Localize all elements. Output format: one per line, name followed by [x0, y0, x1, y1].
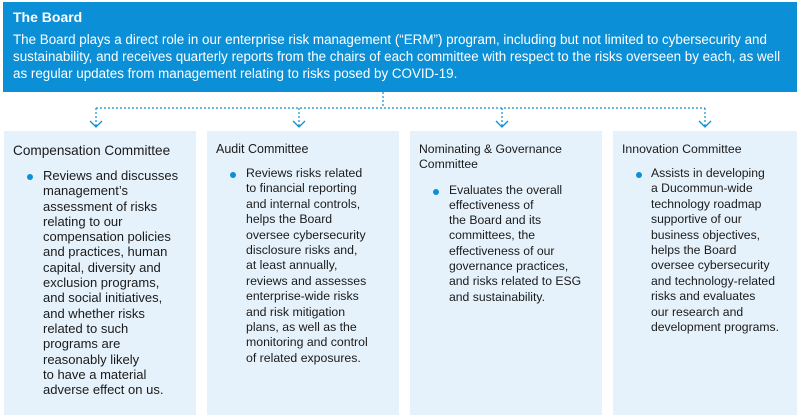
arrow-audit — [293, 121, 305, 127]
board-box — [3, 2, 797, 92]
arrow-nominating — [496, 121, 508, 127]
arrow-innovation — [699, 121, 711, 127]
committee-title: Nominating & Governance Committee — [419, 142, 562, 172]
committee-bullet — [419, 183, 592, 305]
bullet-dot-icon — [636, 172, 642, 178]
board-title: The Board — [13, 9, 83, 25]
arrow-compensation — [90, 121, 102, 127]
committee-bullet — [216, 166, 389, 366]
nominating-governance-committee-card — [410, 131, 602, 415]
innovation-committee-card — [613, 131, 797, 415]
compensation-committee-card — [4, 131, 196, 415]
audit-committee-card — [207, 131, 399, 415]
committee-title: Innovation Committee — [622, 142, 742, 156]
board-description: The Board plays a direct role in our enterprise risk management (“ERM”) program, including but not limited to cybersecurity and sustainability, and receives quarterly reports from the chairs of each committee with respect to the risks overseen by each, as well as regular updates from management relating to risks posed by COVID-19. — [13, 32, 781, 81]
committee-bullet — [13, 168, 186, 397]
committee-title: Audit Committee — [216, 142, 309, 156]
committee-bullet-text: Reviews and discusses management’s assessment of risks relating to our compensation policies and practices, human capital, diversity and exclusion programs, and social initiatives, and whether risks related to such programs are reasonably likely to have a material adverse effect on us. — [43, 168, 179, 398]
committee-bullet-text: Reviews risks related to financial reporting and internal controls, helps the Board oversee cybersecurity disclosure risks and, at least annually, reviews and assesses enterprise-wide risks and risk mitigation plans, as well as the monitoring and control of related exposures. — [246, 166, 368, 365]
bullet-dot-icon — [230, 172, 236, 178]
committee-title: Compensation Committee — [13, 143, 171, 158]
committee-bullet — [622, 166, 787, 335]
committee-bullet-text: Evaluates the overall effectiveness of the Board and its committees, the effectiveness of our governance practices, and risks related to ESG and sustainability. — [449, 182, 582, 304]
bullet-dot-icon — [27, 174, 33, 180]
bullet-dot-icon — [433, 189, 439, 195]
committee-bullet-text: Assists in developing a Ducommun-wide technology roadmap supportive of our business objectives, helps the Board oversee cybersecurity and technology-related risks and evaluates our research and development programs. — [651, 166, 780, 335]
